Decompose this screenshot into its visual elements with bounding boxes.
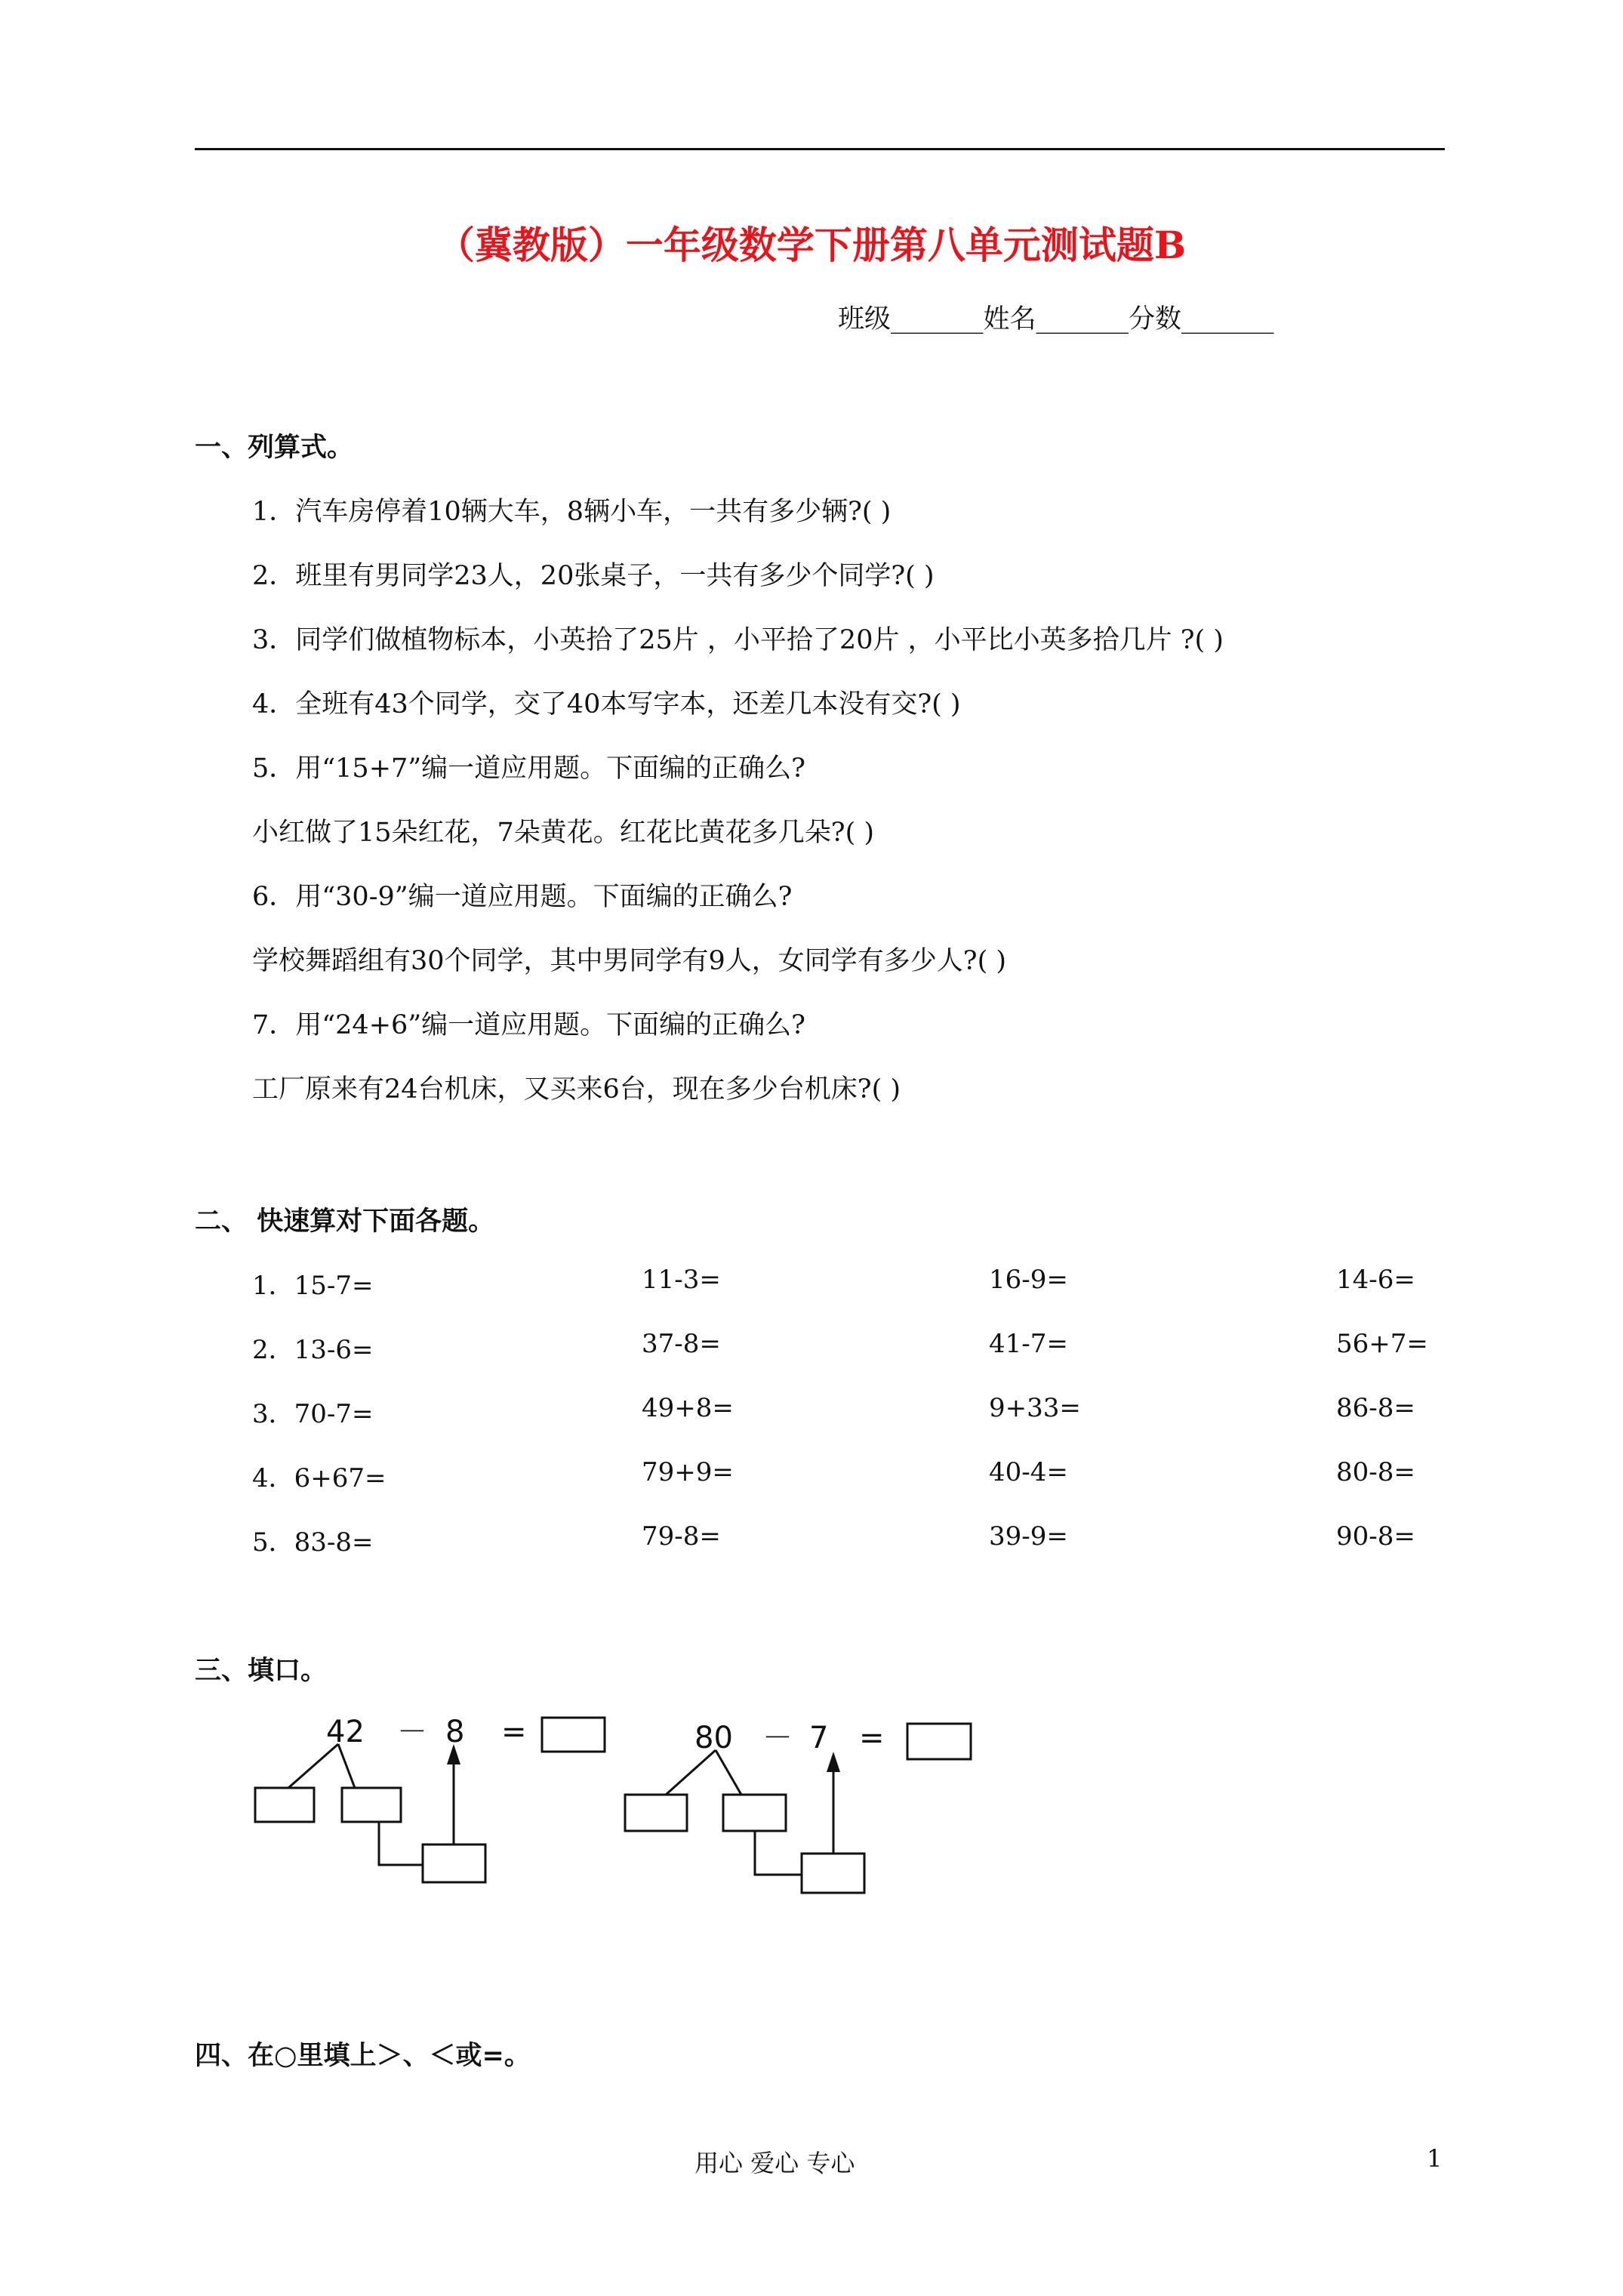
calc-item: 2．13-6=: [252, 1335, 374, 1365]
section1-item-4: 4．全班有43个同学，交了40本写字本，还差几本没有交?( ): [252, 689, 961, 720]
diagram1-subtrahend: 8: [445, 1715, 465, 1749]
section1-item-7: 7．用“24+6”编一道应用题。下面编的正确么?: [252, 1010, 805, 1040]
answer-box[interactable]: [423, 1845, 485, 1882]
header-rule: [195, 148, 1445, 150]
diagram2-equals: =: [859, 1721, 885, 1755]
section1-heading: 一、列算式。: [195, 432, 354, 463]
calc-item: 3．70-7=: [252, 1399, 374, 1429]
diagram2-operator: －: [762, 1721, 793, 1755]
calc-item: 86-8=: [1336, 1393, 1415, 1423]
diagram2-minuend: 80: [694, 1721, 733, 1755]
calc-item: 56+7=: [1336, 1329, 1428, 1359]
calc-item: 9+33=: [989, 1393, 1081, 1423]
answer-box[interactable]: [907, 1724, 971, 1759]
calc-item: 4．6+67=: [252, 1463, 387, 1493]
section1-item-6: 6．用“30-9”编一道应用题。下面编的正确么?: [252, 882, 793, 912]
calc-item: 37-8=: [642, 1329, 721, 1359]
diagram1-operator: －: [397, 1715, 427, 1749]
branch-line: [288, 1744, 338, 1788]
branch-line: [716, 1750, 741, 1795]
student-info-line: 班级_______姓名_______分数_______: [838, 304, 1274, 334]
footer-motto: 用心 爱心 专心: [694, 2149, 855, 2177]
calc-item: 80-8=: [1336, 1457, 1415, 1487]
answer-box[interactable]: [542, 1718, 605, 1752]
section2-heading: 二、 快速算对下面各题。: [195, 1206, 495, 1237]
page-number: 1: [1427, 2144, 1443, 2173]
calc-item: 1．15-7=: [252, 1271, 374, 1301]
diagram1-minuend: 42: [326, 1715, 365, 1749]
calc-item: 79-8=: [642, 1521, 721, 1552]
calc-item: 16-9=: [989, 1265, 1068, 1295]
connector-line: [379, 1822, 423, 1865]
calc-item: 40-4=: [989, 1457, 1068, 1487]
calc-item: 79+9=: [642, 1457, 734, 1487]
answer-box[interactable]: [255, 1788, 314, 1822]
section1-item-1: 1．汽车房停着10辆大车，8辆小车，一共有多少辆?( ): [252, 497, 892, 527]
calc-item: 11-3=: [642, 1265, 721, 1295]
section1-item-5-text: 小红做了15朵红花，7朵黄花。红花比黄花多几朵?( ): [252, 818, 875, 848]
diagram2-subtrahend: 7: [809, 1721, 829, 1755]
split-diagram-figure: [242, 1710, 981, 1929]
up-arrow-icon: [827, 1752, 840, 1772]
calc-item: 39-9=: [989, 1521, 1068, 1552]
calc-item: 5．83-8=: [252, 1527, 374, 1558]
calc-item: 41-7=: [989, 1329, 1068, 1359]
branch-line: [666, 1750, 716, 1795]
answer-box[interactable]: [342, 1788, 401, 1822]
calc-item: 49+8=: [642, 1393, 734, 1423]
calc-item: 90-8=: [1336, 1521, 1415, 1552]
diagram1-equals: =: [501, 1715, 527, 1749]
section1-item-6-text: 学校舞蹈组有30个同学，其中男同学有9人，女同学有多少人?( ): [252, 946, 1007, 976]
section1-item-5: 5．用“15+7”编一道应用题。下面编的正确么?: [252, 754, 805, 784]
section1-item-7-text: 工厂原来有24台机床，又买来6台，现在多少台机床?( ): [252, 1074, 901, 1105]
section4-heading: 四、在○里填上＞、＜或=。: [195, 2040, 531, 2071]
section1-item-3: 3．同学们做植物标本，小英拾了25片 ，小平拾了20片 ，小平比小英多拾几片 ?( ): [252, 625, 1224, 655]
document-title: （冀教版）一年级数学下册第八单元测试题B: [436, 223, 1187, 267]
answer-box[interactable]: [723, 1795, 786, 1831]
answer-box[interactable]: [802, 1854, 864, 1893]
calc-item: 14-6=: [1336, 1265, 1415, 1295]
connector-line: [755, 1831, 802, 1875]
branch-line: [338, 1744, 355, 1788]
section1-item-2: 2．班里有男同学23人，20张桌子，一共有多少个同学?( ): [252, 561, 935, 591]
answer-box[interactable]: [625, 1795, 687, 1831]
section3-heading: 三、填口。: [195, 1655, 328, 1686]
